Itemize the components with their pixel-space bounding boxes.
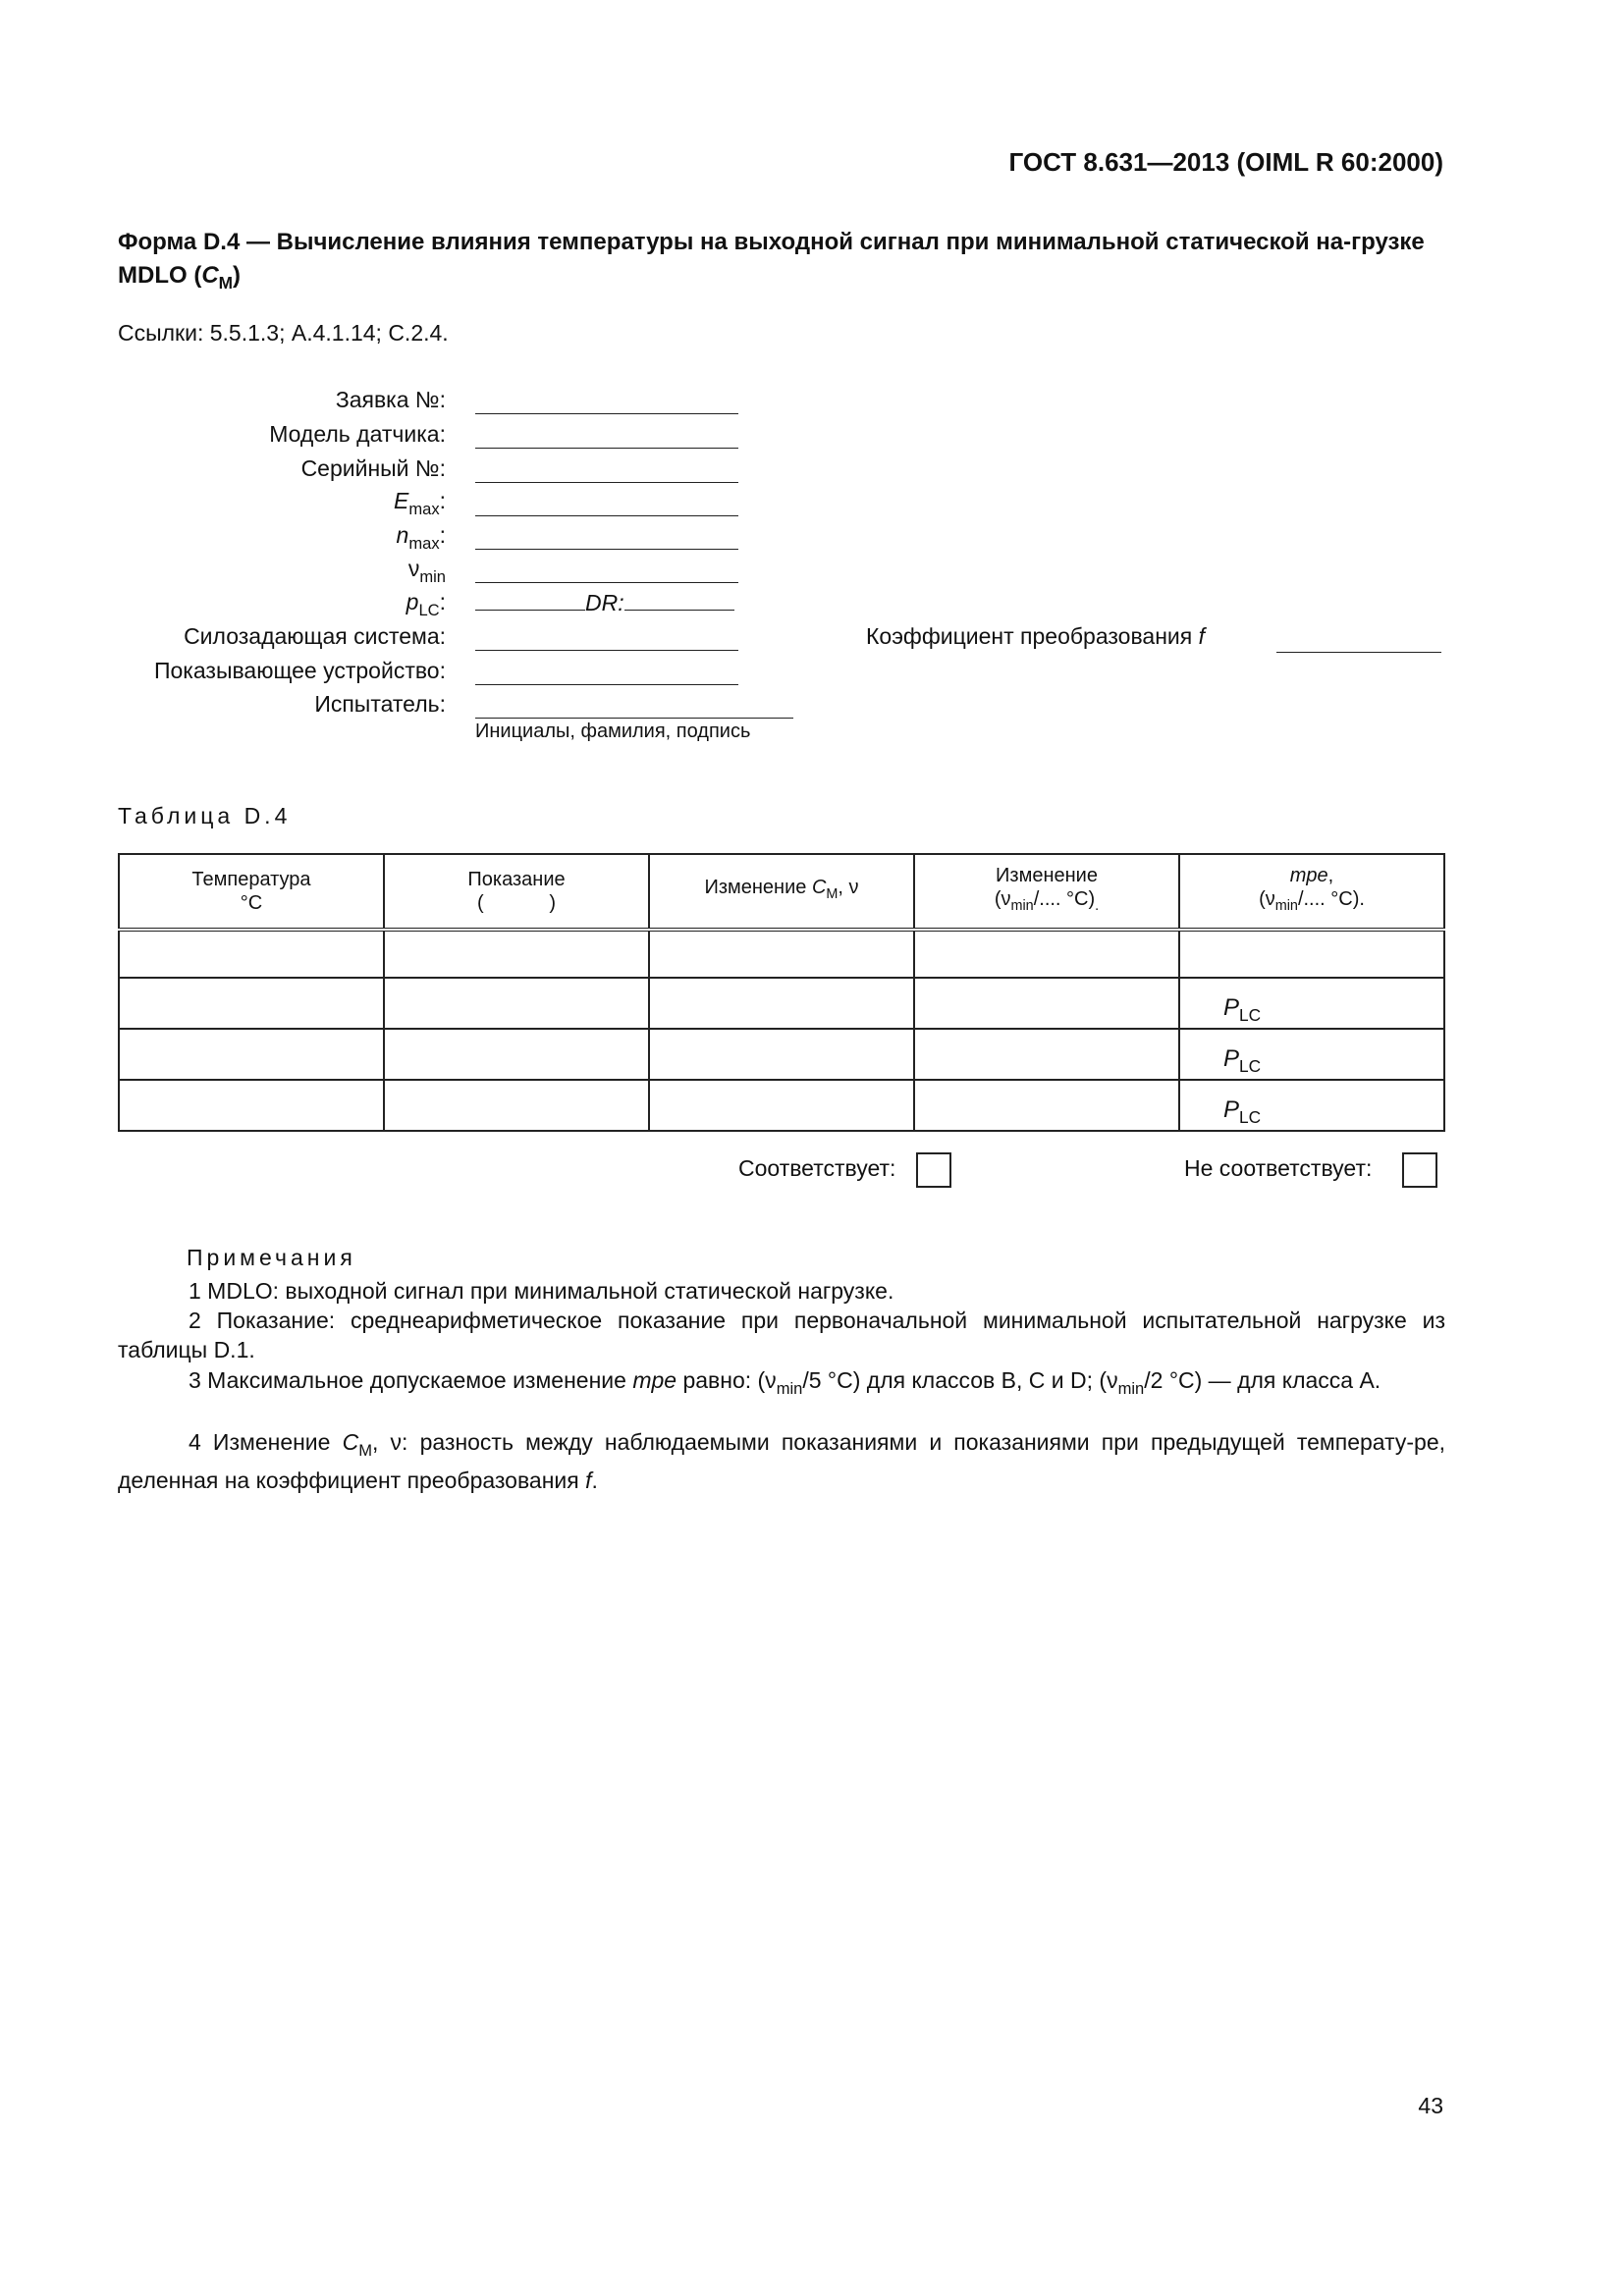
header-temperature (119, 854, 384, 930)
table-cell[interactable] (649, 930, 914, 978)
table-row (119, 1080, 1444, 1131)
header-change-cm-sym: C (811, 877, 827, 899)
note-4-a: 4 Изменение (189, 1429, 343, 1455)
note-4-end: . (591, 1467, 598, 1493)
page-number: 43 (1418, 2093, 1443, 2118)
table-cell[interactable] (119, 930, 384, 978)
field-nmax[interactable] (475, 549, 738, 550)
plc-subscript: LC (1239, 1107, 1262, 1127)
header-change-l2-b: /.... °С) (1033, 888, 1096, 911)
table-cell[interactable] (119, 978, 384, 1029)
header-reading (384, 854, 649, 930)
header-change-cm-text: Изменение (704, 877, 812, 899)
label-compliant: Соответствует: (738, 1155, 896, 1181)
plc-subscript: LC (418, 600, 440, 619)
field-tester[interactable] (475, 718, 793, 719)
form-title-subscript: M (218, 273, 234, 294)
note-2 (118, 1306, 1445, 1364)
header-change-cm (649, 854, 914, 930)
table-cell[interactable] (384, 1029, 649, 1080)
vmin-subscript: min (419, 566, 446, 586)
header-mpe (1179, 854, 1444, 930)
field-vmin[interactable] (475, 582, 738, 583)
table-cell[interactable] (914, 1029, 1179, 1080)
coef-label-text: Коэффициент преобразования (866, 623, 1199, 649)
vmin-symbol: ν (407, 556, 420, 581)
form-title-text: Форма D.4 — Вычисление влияния температуры на выходной сигнал при минимальной статической на-грузке MDLO ( (118, 229, 1425, 289)
field-indicator[interactable] (475, 684, 738, 685)
signature-caption: Инициалы, фамилия, подпись (475, 721, 751, 742)
label-sensor-model: Модель датчика: (269, 421, 446, 447)
label-conversion-coefficient (866, 623, 1205, 650)
table-cell[interactable] (914, 978, 1179, 1029)
header-change-cm-sub: M (826, 886, 839, 903)
plc-symbol: P (1223, 1044, 1240, 1072)
field-force-system[interactable] (475, 650, 738, 651)
header-change-l2-a: (ν (994, 888, 1011, 911)
label-tester: Испытатель: (314, 691, 446, 717)
table-cell[interactable] (384, 930, 649, 978)
checkbox-compliant[interactable] (916, 1152, 951, 1188)
table-cell[interactable] (119, 1080, 384, 1131)
label-force-system: Силозадающая система: (184, 623, 446, 649)
note-4-sub: M (358, 1440, 373, 1460)
table-cell-plc[interactable] (1179, 978, 1444, 1029)
label-serial: Серийный №: (300, 455, 446, 481)
field-plc[interactable] (475, 610, 585, 611)
label-indicator: Показывающее устройство: (153, 658, 446, 683)
note-3-b: равно: (ν (677, 1367, 777, 1393)
field-sensor-model[interactable] (475, 448, 738, 449)
emax-colon: : (439, 488, 446, 513)
emax-subscript: max (408, 499, 440, 518)
nmax-subscript: max (408, 533, 440, 553)
field-application[interactable] (475, 413, 738, 414)
header-reading-l2: ( ) (477, 892, 556, 914)
table-row (119, 1029, 1444, 1080)
table-cell[interactable] (119, 1029, 384, 1080)
note-4 (118, 1427, 1445, 1495)
coef-symbol: f (1198, 623, 1206, 649)
document-standard-header: ГОСТ 8.631—2013 (OIML R 60:2000) (1008, 147, 1443, 177)
header-reading-l1: Показание (467, 869, 566, 890)
header-change (914, 854, 1179, 930)
note-4-sym: C (342, 1429, 359, 1455)
table-cell[interactable] (914, 930, 1179, 978)
notes-heading: Примечания (187, 1245, 356, 1270)
header-mpe-l2-a: (ν (1259, 888, 1275, 911)
form-title-symbol: C (201, 262, 219, 289)
note-2-text: 2 Показание: среднеарифметическое показание при первоначальной минимальной испытательной нагрузке из таблицы D.1. (118, 1308, 1445, 1362)
note-3-a: 3 Максимальное допускаемое изменение (189, 1367, 633, 1393)
nmax-symbol: n (396, 522, 409, 548)
label-vmin (408, 556, 446, 587)
form-title-end: ) (233, 262, 242, 289)
header-mpe-l2-sub: min (1274, 898, 1298, 915)
emax-symbol: E (394, 488, 409, 513)
plc-subscript: LC (1239, 1005, 1262, 1025)
header-temperature-l1: Температура (191, 869, 311, 890)
nmax-colon: : (439, 522, 446, 548)
plc-symbol: P (1223, 993, 1240, 1021)
header-change-cm-end: , ν (838, 877, 859, 899)
table-row (119, 930, 1444, 978)
header-temperature-l2: °С (240, 892, 263, 914)
field-dr[interactable] (624, 610, 734, 611)
table-cell[interactable] (649, 978, 914, 1029)
plc-symbol: p (406, 589, 419, 614)
label-dr: DR: (585, 590, 624, 615)
label-emax (394, 488, 446, 519)
plc-symbol: P (1223, 1095, 1240, 1123)
table-row (119, 978, 1444, 1029)
plc-subscript: LC (1239, 1056, 1262, 1076)
data-table (118, 853, 1445, 1132)
table-cell-plc[interactable] (1179, 1029, 1444, 1080)
header-change-l2-sub: min (1010, 898, 1034, 915)
checkbox-non-compliant[interactable] (1402, 1152, 1437, 1188)
form-title (118, 226, 1443, 299)
table-cell-plc[interactable] (1179, 1080, 1444, 1131)
note-4-b: , ν: разность между наблюдаемыми показаниями и показаниями при предыдущей температу-ре, деленная на коэффициент преобразования (118, 1429, 1445, 1493)
field-conversion-coefficient[interactable] (1276, 652, 1441, 653)
label-nmax (397, 522, 446, 554)
table-cell[interactable] (384, 978, 649, 1029)
plc-dr-row (475, 590, 734, 616)
label-plc (406, 589, 446, 620)
note-3 (118, 1365, 1445, 1404)
note-3-sub1: min (776, 1378, 803, 1398)
field-serial[interactable] (475, 482, 738, 483)
table-header-row (119, 854, 1444, 930)
table-caption: Таблица D.4 (118, 803, 292, 828)
references: Ссылки: 5.5.1.3; А.4.1.14; С.2.4. (118, 320, 449, 346)
header-mpe-l1-end: , (1327, 865, 1334, 887)
header-mpe-l1: mpe (1289, 865, 1328, 887)
field-emax[interactable] (475, 515, 738, 516)
table-cell[interactable] (649, 1080, 914, 1131)
note-3-c: /5 °С) для классов В, С и D; (ν (802, 1367, 1118, 1393)
note-1-text: 1 MDLO: выходной сигнал при минимальной статической нагрузке. (189, 1278, 894, 1304)
note-1 (118, 1276, 1445, 1306)
note-3-d: /2 °С) — для класса А. (1144, 1367, 1381, 1393)
label-non-compliant: Не соответствует: (1184, 1155, 1373, 1181)
label-application: Заявка №: (335, 387, 446, 412)
header-change-l1: Изменение (996, 865, 1098, 887)
table-cell[interactable] (384, 1080, 649, 1131)
table-cell[interactable] (1179, 930, 1444, 978)
header-change-l2-c: . (1095, 898, 1100, 915)
table-cell[interactable] (914, 1080, 1179, 1131)
header-mpe-l2-b: /.... °С). (1297, 888, 1365, 911)
note-3-mpe: mpe (632, 1367, 677, 1393)
note-4-f: f (585, 1467, 592, 1493)
plc-colon: : (439, 589, 446, 614)
table-cell[interactable] (649, 1029, 914, 1080)
note-3-sub2: min (1117, 1378, 1145, 1398)
